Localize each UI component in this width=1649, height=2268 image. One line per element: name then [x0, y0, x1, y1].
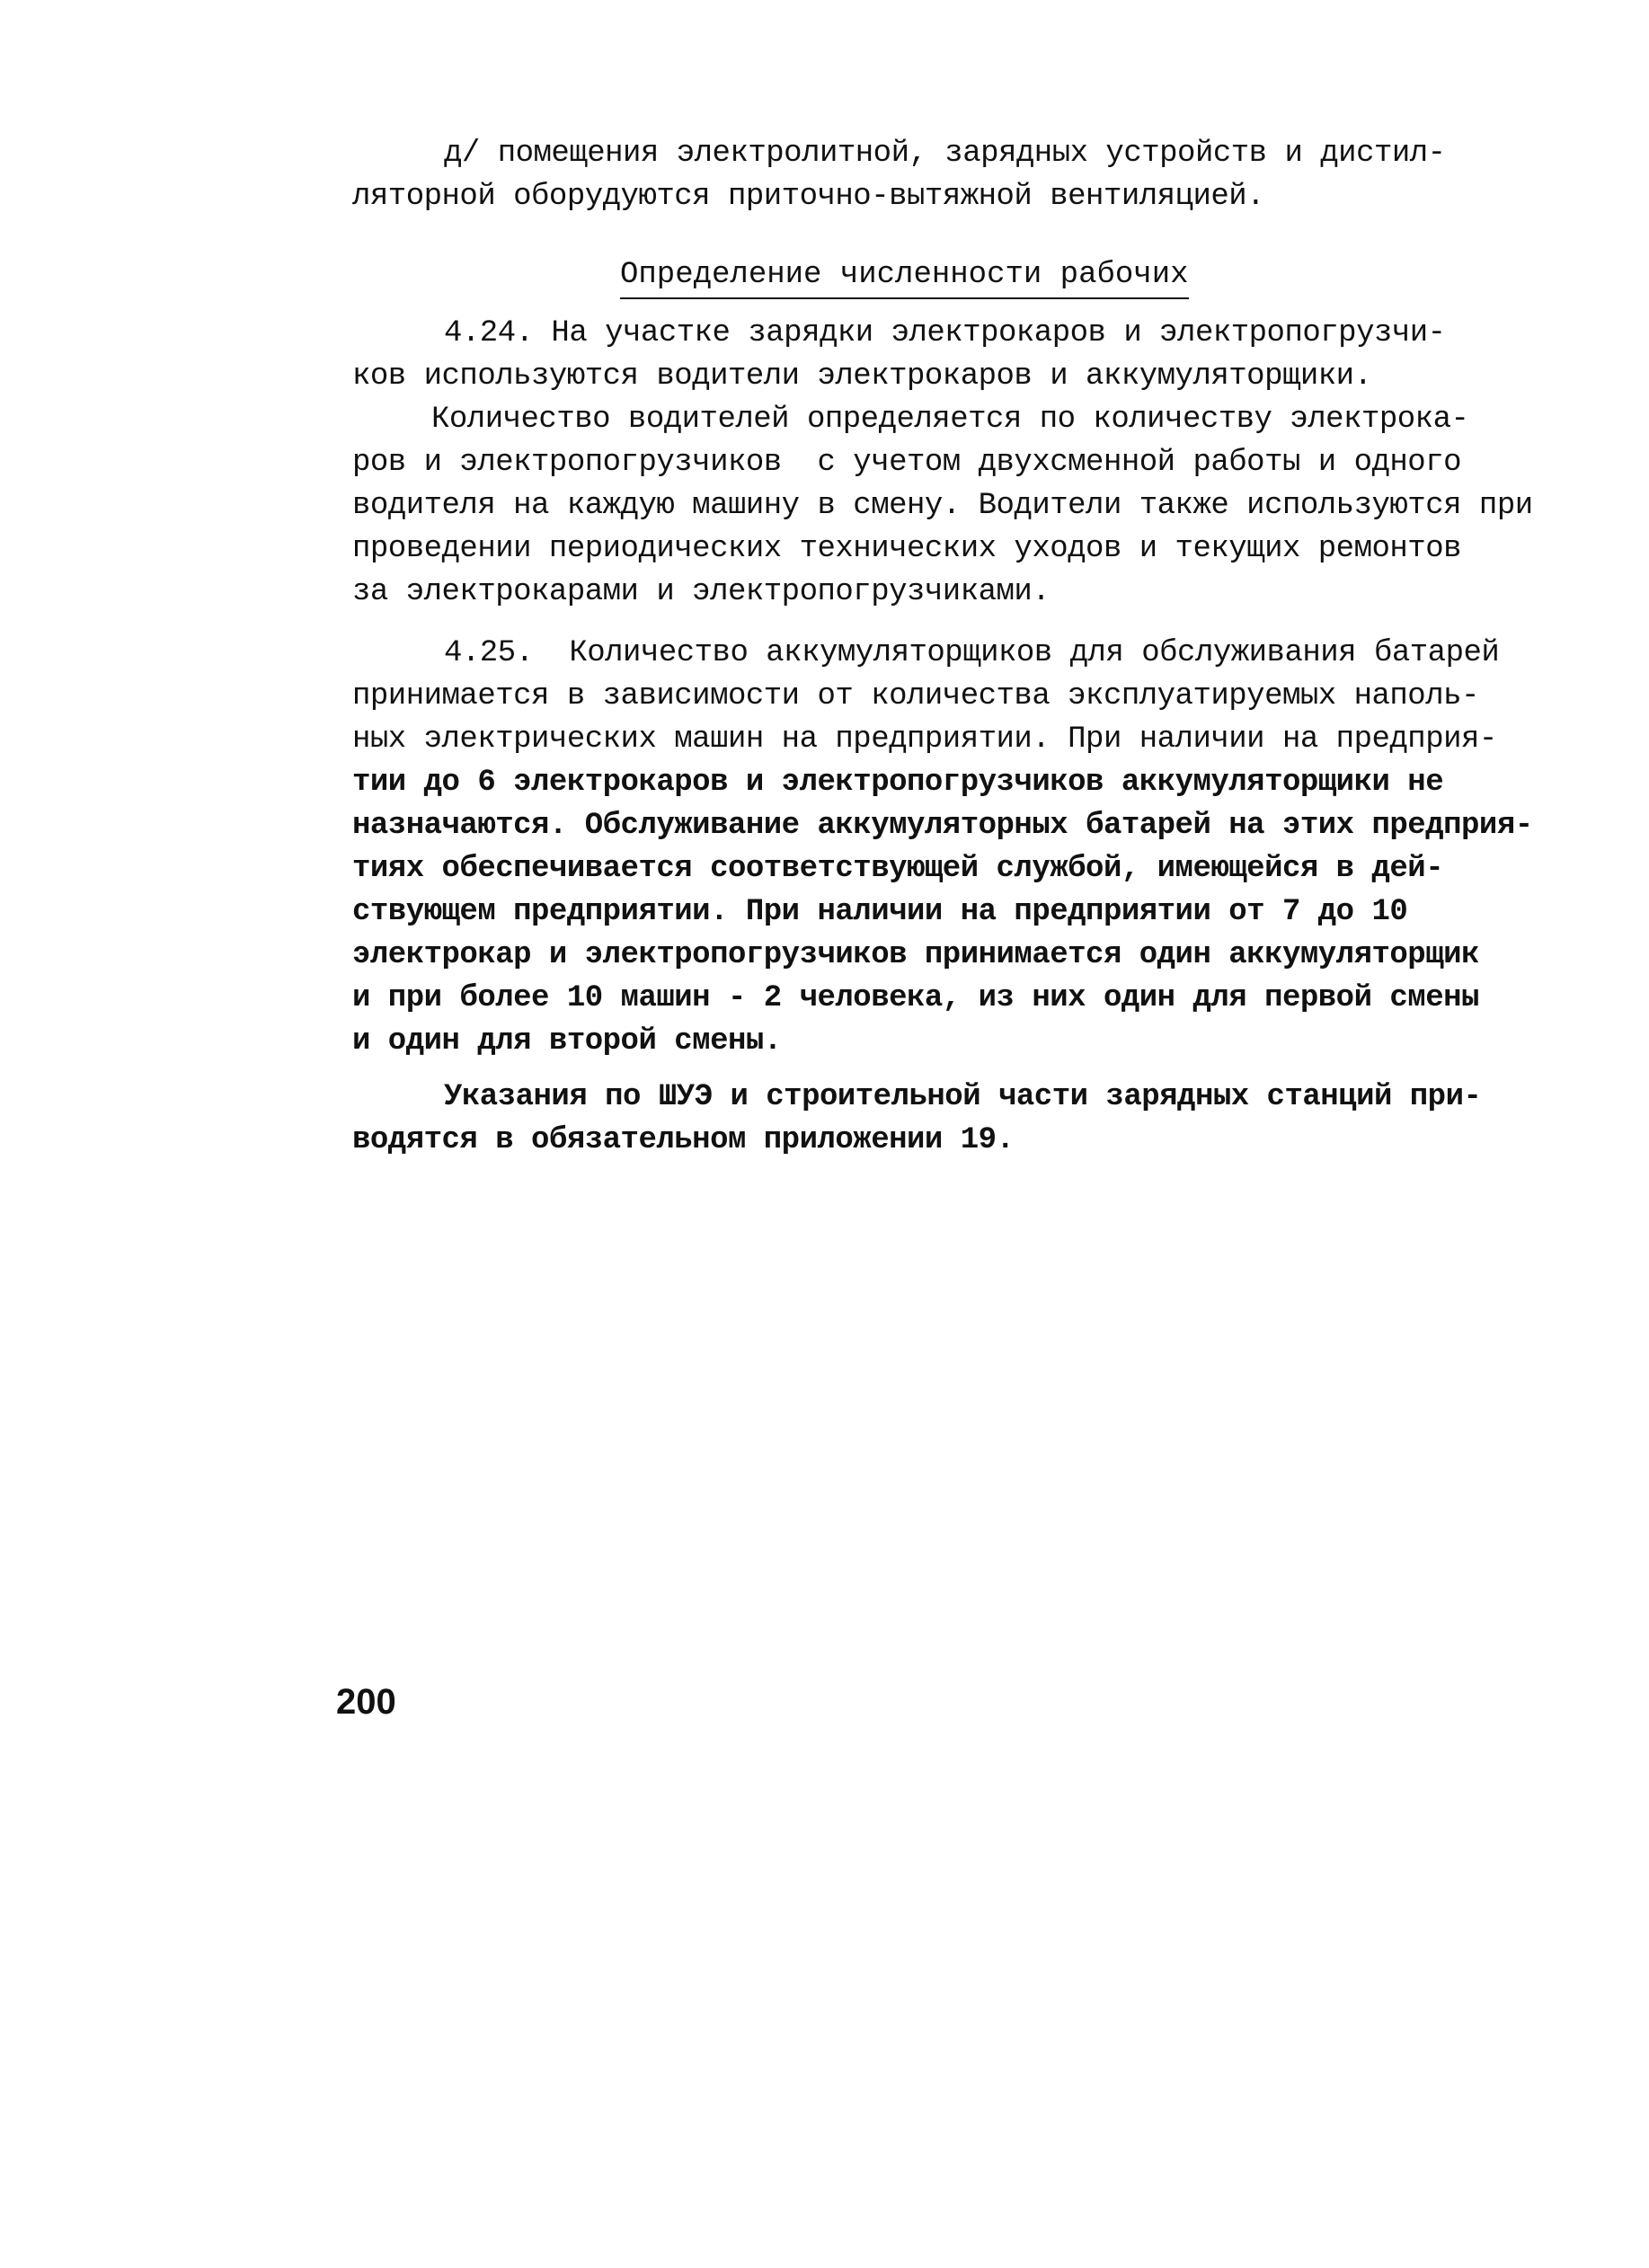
- p424-line-5: водителя на каждую машину в смену. Водители также используются при: [352, 489, 1533, 523]
- p424-line-3: Количество водителей определяется по количеству электрока-: [431, 403, 1469, 437]
- p425-line-3: ных электрических машин на предприятии. При наличии на предприя-: [352, 722, 1497, 757]
- p425-line-9: и при более 10 машин - 2 человека, из них один для первой смены: [352, 981, 1479, 1015]
- p425-line-5: назначаются. Обслуживание аккумуляторных батарей на этих предприя-: [352, 809, 1533, 843]
- intro-line-2: ляторной оборудуются приточно-вытяжной вентиляцией.: [352, 180, 1265, 214]
- intro-line-1: д/ помещения электролитной, зарядных устройств и дистил-: [444, 137, 1446, 171]
- p424-line-7: за электрокарами и электропогрузчиками.: [352, 575, 1051, 609]
- page-number: 200: [336, 1682, 396, 1722]
- p424-line-2: ков используются водители электрокаров и аккумуляторщики.: [352, 359, 1372, 394]
- p424-line-1: 4.24. На участке зарядки электрокаров и электропогрузчи-: [444, 316, 1446, 350]
- section-heading: Определение численности рабочих: [620, 254, 1189, 299]
- p425-line-8: электрокар и электропогрузчиков принимается один аккумуляторщик: [352, 938, 1479, 972]
- p425-line-7: ствующем предприятии. При наличии на предприятии от 7 до 10: [352, 895, 1408, 929]
- p425-line-4: тии до 6 электрокаров и электропогрузчиков аккумуляторщики не: [352, 766, 1444, 800]
- p425-line-1: 4.25. Количество аккумуляторщиков для обслуживания батарей: [444, 636, 1500, 670]
- closing-line-1: Указания по ШУЭ и строительной части зарядных станций при-: [444, 1080, 1482, 1114]
- p424-line-6: проведении периодических технических уходов и текущих ремонтов: [352, 532, 1462, 566]
- p425-line-6: тиях обеспечивается соответствующей службой, имеющейся в дей-: [352, 852, 1444, 886]
- closing-line-2: водятся в обязательном приложении 19.: [352, 1123, 1015, 1157]
- p424-line-4: ров и электропогрузчиков с учетом двухсменной работы и одного: [352, 446, 1462, 480]
- p425-line-2: принимается в зависимости от количества эксплуатируемых наполь-: [352, 679, 1479, 713]
- p425-line-10: и один для второй смены.: [352, 1024, 782, 1059]
